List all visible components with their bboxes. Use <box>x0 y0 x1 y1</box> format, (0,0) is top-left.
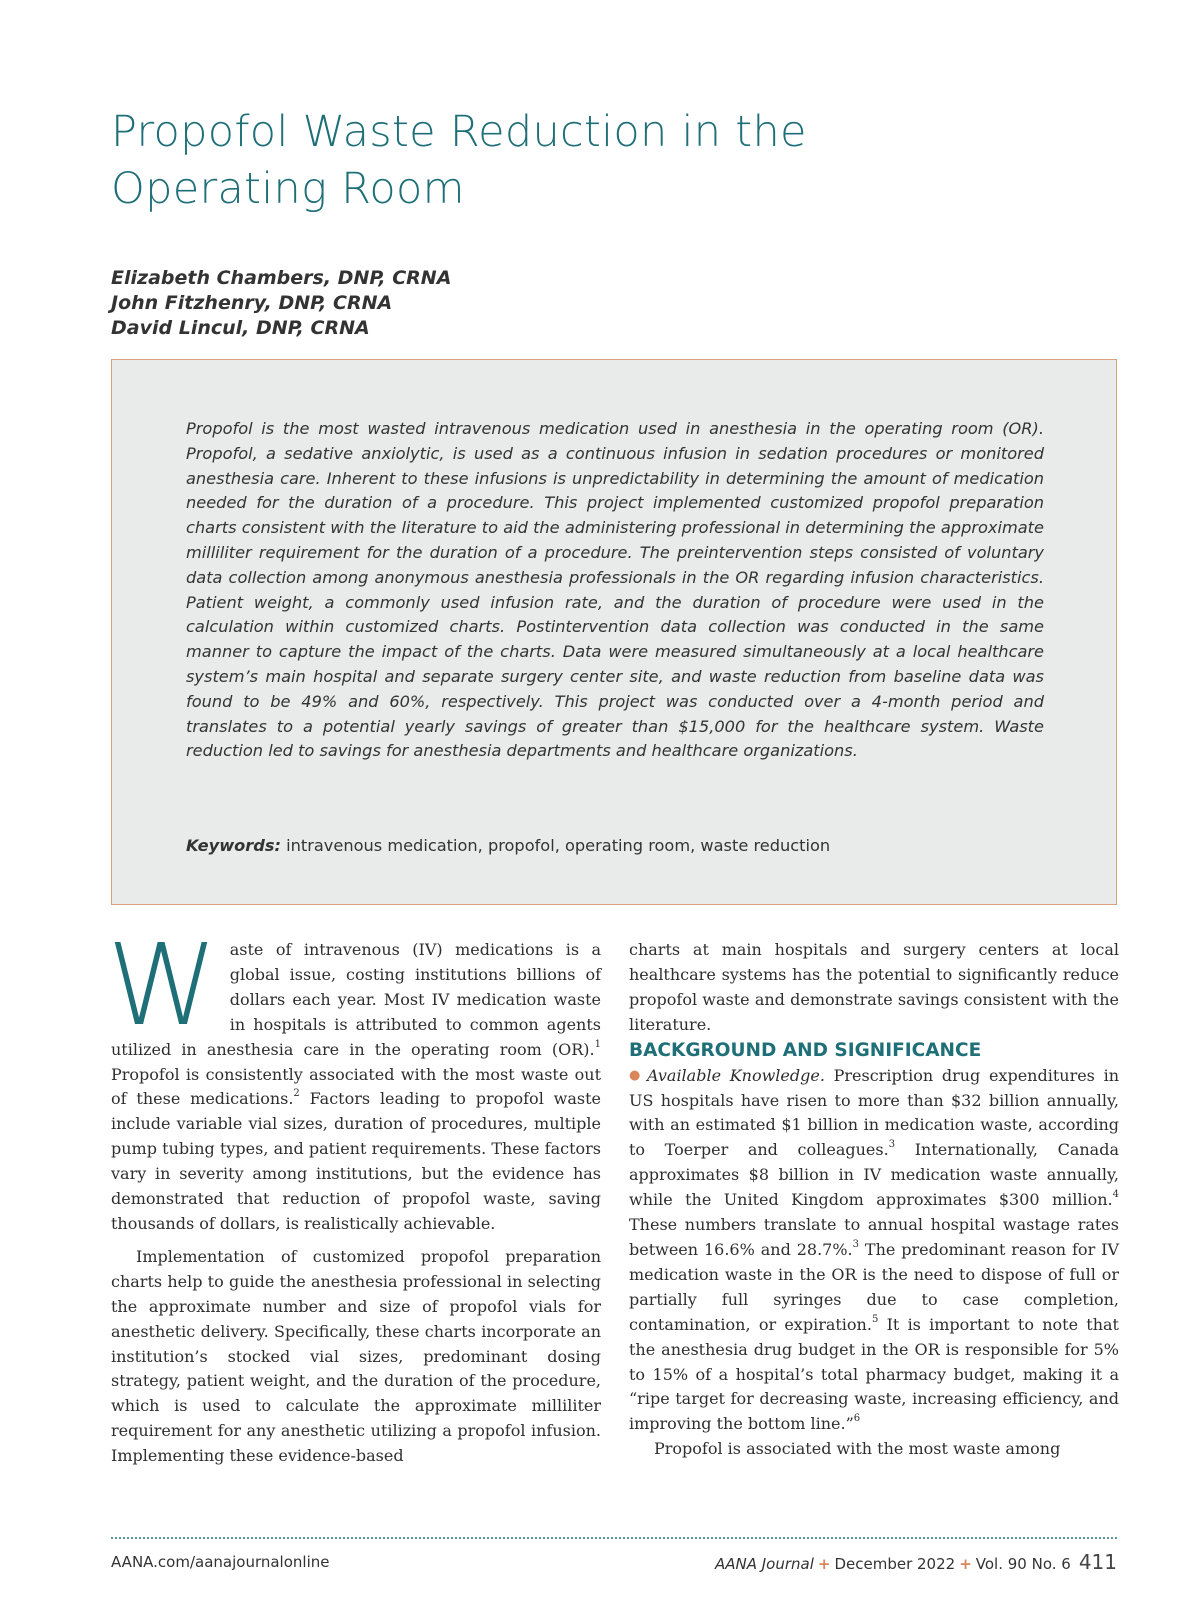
journal-url: AANA.com/aanajournalonline <box>111 1553 330 1571</box>
body-paragraph: Implementation of customized propofol preparation charts help to guide the anesthesia professional in selecting the approximate number and size of propofol vials for anesthetic delivery. Specifically, these charts incorporate an institution’s stocked vial sizes, predominant dosing strategy, patient weight, and the duration of the procedure, which is used to calculate the approximate milliliter requirement for any anesthetic utilizing a propofol infusion. Implementing these evidence-based <box>111 1246 601 1466</box>
footer-divider <box>111 1537 1117 1539</box>
citation-ref: 2 <box>293 1088 300 1100</box>
citation-ref: 1 <box>594 1038 601 1050</box>
author-3: David Lincul, DNP, CRNA <box>111 317 370 339</box>
body-column-left <box>107 921 601 1469</box>
intro-paragraph: Waste of intravenous (IV) medications is a global issue, costing institutions billions of dollars each year. Most IV medication waste in hospitals is attributed to common agents utilized in anesthesia care in the operating room (OR).$^1$ Propofol is consistently associated with the most waste out of these medications.$^2$ Factors leading to propofol waste include variable vial sizes, duration of procedures, multiple pump tubing types, and patient requirements. These factors vary in severity among institutions, but the evidence has demonstrated that reduction of propofol waste, saving thousands of dollars, is realistically achievable. <box>107 921 601 1233</box>
title-line-2: Operating Room <box>111 164 465 214</box>
body-column-right <box>629 938 1119 1462</box>
keywords <box>186 836 1044 855</box>
abstract-box <box>111 359 1117 905</box>
author-list <box>111 266 451 341</box>
volume-issue: Vol. 90 No. 6 <box>975 1555 1071 1573</box>
journal-name: AANA Journal <box>714 1555 814 1573</box>
plus-icon: + <box>959 1555 972 1573</box>
body-paragraph: Propofol is associated with the most waste among <box>654 1439 1061 1459</box>
citation-ref: 3 <box>888 1139 896 1151</box>
journal-footer <box>715 1550 1117 1574</box>
citation-ref: 3 <box>852 1238 860 1250</box>
citation-ref: 5 <box>871 1313 879 1325</box>
citation-ref: 4 <box>1112 1189 1119 1201</box>
body-paragraph-continued: charts at main hospitals and surgery centers at local healthcare systems has the potential to significantly reduce propofol waste and demonstrate savings consistent with the literature. <box>629 940 1119 1034</box>
bullet-icon: ● <box>629 1067 644 1083</box>
drop-cap: W <box>107 921 218 1051</box>
author-2: John Fitzhenry, DNP, CRNA <box>111 292 393 314</box>
issue-date: December 2022 <box>834 1555 956 1573</box>
citation-ref: 6 <box>853 1413 861 1425</box>
keywords-label: Keywords: <box>186 836 281 855</box>
keywords-list: intravenous medication, propofol, operating room, waste reduction <box>286 836 831 855</box>
author-1: Elizabeth Chambers, DNP, CRNA <box>111 267 452 289</box>
article-title <box>111 104 1011 218</box>
run-in-heading: Available Knowledge. <box>646 1065 825 1085</box>
plus-icon: + <box>817 1555 831 1573</box>
page-number: 411 <box>1078 1550 1117 1574</box>
section-heading: BACKGROUND AND SIGNIFICANCE <box>629 1039 982 1061</box>
background-paragraph: ● Available Knowledge. Prescription drug expenditures in US hospitals have risen to more than $32 billion annually, with an estimated $1 billion in medication waste, according to Toerper and colleagues.$^3$ Internationally, Canada approximates $8 billion in IV medication waste annually, while the United Kingdom approximates $300 million.$^4$ These numbers translate to annual hospital wastage rates between 16.6% and 28.7%.$^3$ The predominant reason for IV medication waste in the OR is the need to dispose of full or partially full syringes due to case completion, contamination, or expiration.$^5$ It is important to note that the anesthesia drug budget in the OR is responsible for 5% to 15% of a hospital’s total pharmacy budget, making it a “ripe target for decreasing waste, increasing efficiency, and improving the bottom line.”$^6$ <box>629 1065 1120 1434</box>
title-line-1: Propofol Waste Reduction in the <box>111 107 807 157</box>
abstract-text: Propofol is the most wasted intravenous medication used in anesthesia in the operating room (OR). Propofol, a sedative anxiolytic, is used as a continuous infusion in sedation procedures or monitored anesthesia care. Inherent to these infusions is unpredictability in determining the amount of medication needed for the duration of a procedure. This project implemented customized propofol preparation charts consistent with the literature to aid the administering professional in determining the approximate milliliter requirement for the duration of a procedure. The preintervention steps consisted of voluntary data collection among anonymous anesthesia professionals in the OR regarding infusion characteristics. Patient weight, a commonly used infusion rate, and the duration of procedure were used in the calculation within customized charts. Postintervention data collection was conducted in the same manner to capture the impact of the charts. Data were measured simultaneously at a local healthcare system’s main hospital and separate surgery center site, and waste reduction from baseline data was found to be 49% and 60%, respectively. This project was conducted over a 4-month period and translates to a potential yearly savings of greater than $15,000 for the healthcare system. Waste reduction led to savings for anesthesia departments and healthcare organizations. <box>186 419 1044 761</box>
